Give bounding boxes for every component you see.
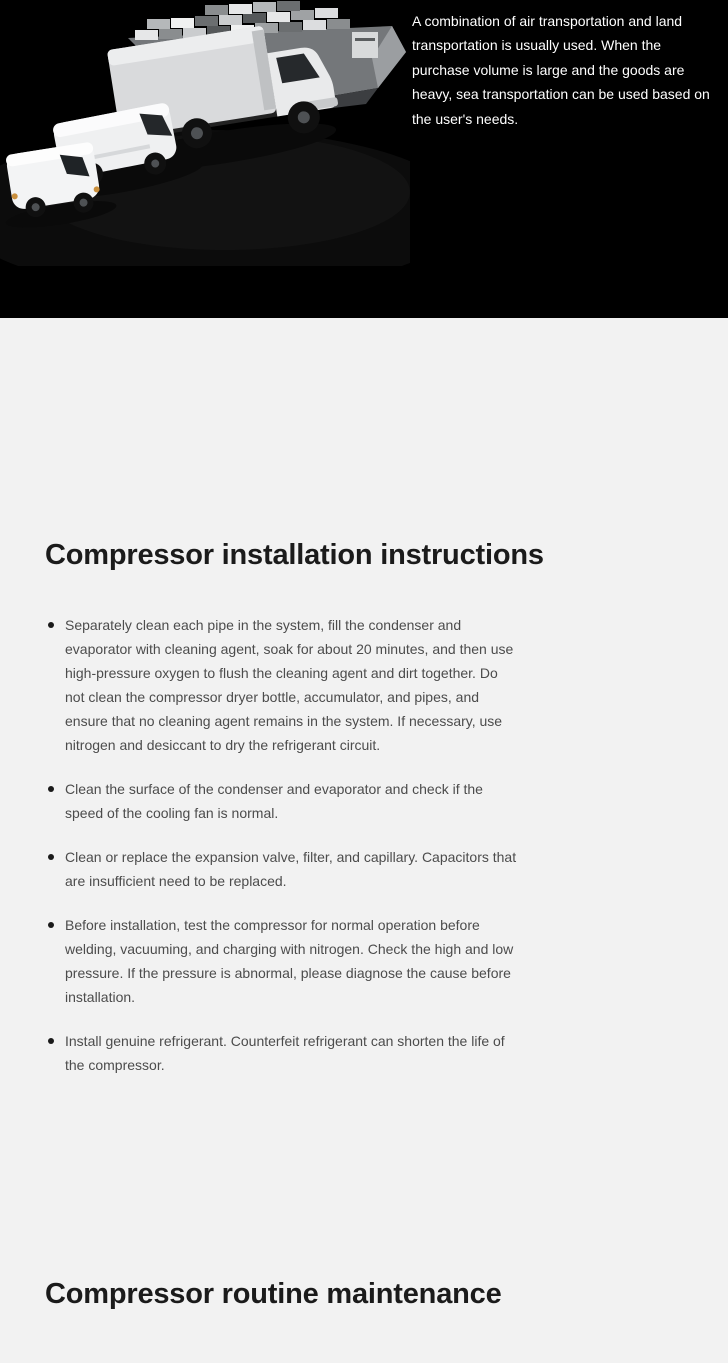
bullet-dot-icon — [48, 922, 54, 928]
bullet-text: Clean or replace the expansion valve, filter, and capillary. Capacitors that are insufficient need to be replaced. — [65, 849, 517, 889]
transport-photo-illustration — [0, 0, 410, 266]
bullet-dot-icon — [48, 1038, 54, 1044]
bullet-text: Install genuine refrigerant. Counterfeit refrigerant can shorten the life of the compressor. — [65, 1033, 505, 1073]
hero-description: A combination of air transportation and land transportation is usually used. When the purchase volume is large and the goods are heavy, sea transportation can be used based on the user's needs. — [412, 13, 710, 127]
bullet-dot-icon — [48, 786, 54, 792]
installation-bullet-list — [48, 613, 520, 1077]
bullet-item — [48, 777, 520, 825]
transport-photo — [0, 0, 410, 266]
bullet-item — [48, 1029, 520, 1077]
bullet-text: Separately clean each pipe in the system, fill the condenser and evaporator with cleaning agent, soak for about 20 minutes, and then use high-pressure oxygen to flush the cleaning agent and dirt together. Do not clean the compressor dryer bottle, accumulator, and pipes, and ensure that no cleaning agent remains in the system. If necessary, use nitrogen and desiccant to dry the refrigerant circuit. — [65, 617, 514, 753]
bullet-item — [48, 845, 520, 893]
bullet-dot-icon — [48, 622, 54, 628]
hero-section — [0, 0, 728, 318]
bullet-item — [48, 913, 520, 1009]
content-section — [0, 318, 728, 1363]
installation-heading: Compressor installation instructions — [45, 539, 544, 571]
bullet-text: Before installation, test the compressor for normal operation before welding, vacuuming, and charging with nitrogen. Check the high and low pressure. If the pressure is abnormal, please diagnose the cause before installation. — [65, 917, 514, 1005]
bullet-text: Clean the surface of the condenser and evaporator and check if the speed of the cooling fan is normal. — [65, 781, 483, 821]
bullet-dot-icon — [48, 854, 54, 860]
maintenance-heading: Compressor routine maintenance — [45, 1278, 502, 1310]
bullet-item — [48, 613, 520, 757]
